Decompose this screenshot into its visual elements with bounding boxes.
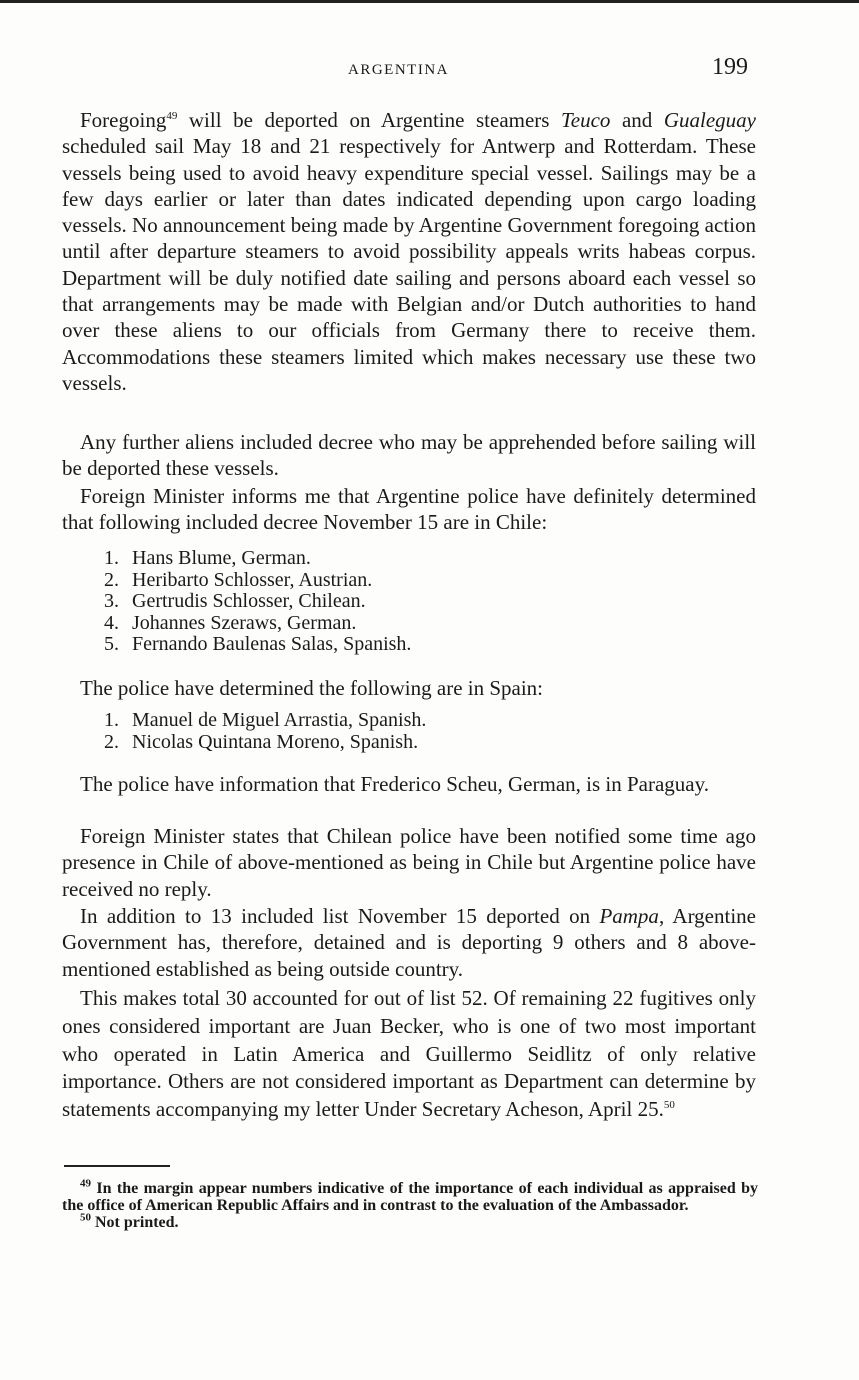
footnote-ref-50: 50 [663,1099,675,1112]
list-number: 2. [104,730,119,753]
list-text: Hans Blume, German. [132,547,311,569]
footnote-49 [62,1177,758,1214]
footnote-text: Not printed. [91,1214,179,1231]
paragraph-5 [62,771,756,797]
list-item [104,570,756,592]
list-text: Heribarto Schlosser, Austrian. [132,568,373,591]
paragraph-7 [62,903,756,982]
page-number: 199 [712,54,748,80]
paragraph-2 [62,429,756,482]
paragraph-1 [62,107,756,396]
paragraph-4 [62,675,756,701]
p3-text: Foreign Minister informs me that Argentine police have definitely determined that following included decree November 15 are in Chile: [62,484,756,535]
list-item [104,548,756,570]
list-text: Gertrudis Schlosser, Chilean. [132,590,366,612]
chile-list-block [62,548,756,656]
list-item [104,634,756,656]
list-number: 4. [104,611,119,634]
spain-list-block [62,710,756,753]
footnote-ref-49: 49 [166,110,178,122]
paragraph-8 [62,985,756,1124]
list-item [104,591,756,613]
p1-text-a: Foregoing [80,108,167,132]
list-text: Fernando Baulenas Salas, Spanish. [132,633,412,655]
top-border-rule [0,0,859,3]
footnote-text: In the margin appear numbers indicative of the importance of each individual as appraised by the office of American Republic Affairs and in contrast to the evaluation of the Ambassador. [62,1180,758,1214]
list-item [104,710,756,732]
list-number: 3. [104,590,119,612]
footnote-rule [64,1165,170,1167]
list-item [104,613,756,635]
p1-text-b: will be deported on Argentine steamers [177,108,562,132]
list-text: Nicolas Quintana Moreno, Spanish. [132,730,419,753]
footnote-mark: 49 [80,1177,91,1190]
list-item [104,732,756,754]
p4-text: The police have determined the following are in Spain: [80,676,544,700]
p5-text: The police have information that Frederico Scheu, German, is in Paraguay. [80,772,710,796]
spain-list [62,710,756,753]
p2-text: Any further aliens included decree who may be apprehended before sailing will be deported these vessels. [62,430,756,481]
footnotes [62,1177,758,1231]
list-text: Johannes Szeraws, German. [132,611,357,634]
p6-text: Foreign Minister states that Chilean police have been notified some time ago presence in Chile of above-mentioned as being in Chile but Argentine police have received no reply. [62,824,756,901]
p8-text: This makes total 30 accounted for out of list 52. Of remaining 22 fugitives only ones considered important are Juan Becker, who is one of two most important who operated in Latin America and Guillermo Seidlitz of only relative importance. Others are not considered important as Department can determine by statements accompanying my letter Under Secretary Acheson, April 25. [62,986,756,1122]
ship-name-teuco: Teuco [561,108,611,132]
p7-text-b: , Argentine Government has, therefore, detained and is deporting 9 others and 8 above-mentioned established as being outside country. [62,904,756,981]
footnote-mark: 50 [80,1211,91,1224]
list-number: 2. [104,568,119,591]
chile-list [62,548,756,656]
paragraph-3 [62,483,756,536]
ship-name-pampa: Pampa [599,904,659,928]
p1-text-d: scheduled sail May 18 and 21 respectively for Antwerp and Rotterdam. These vessels being used to avoid heavy expenditure special vessel. Sailings may be a few days earlier or later than dates indicated depending upon cargo loading vessels. No announcement being made by Argentine Government foregoing action until after departure steamers to avoid possibility appeals writs habeas corpus. Department will be duly notified date sailing and persons aboard each vessel so that arrangements may be made with Belgian and/or Dutch authorities to hand over these aliens to our officials from Germany there to receive them. Accommodations these steamers limited which makes necessary use these two vessels. [62,134,756,395]
running-head: ARGENTINA [348,62,449,78]
p1-text-c: and [610,108,664,132]
ship-name-gualeguay: Gualeguay [663,108,756,132]
list-number: 5. [104,633,119,655]
p7-text-a: In addition to 13 included list November 15 deported on [80,904,600,928]
list-number: 1. [104,547,119,569]
paragraph-6 [62,823,756,902]
list-number: 1. [104,709,119,731]
footnote-50 [62,1211,758,1231]
list-text: Manuel de Miguel Arrastia, Spanish. [132,709,427,731]
